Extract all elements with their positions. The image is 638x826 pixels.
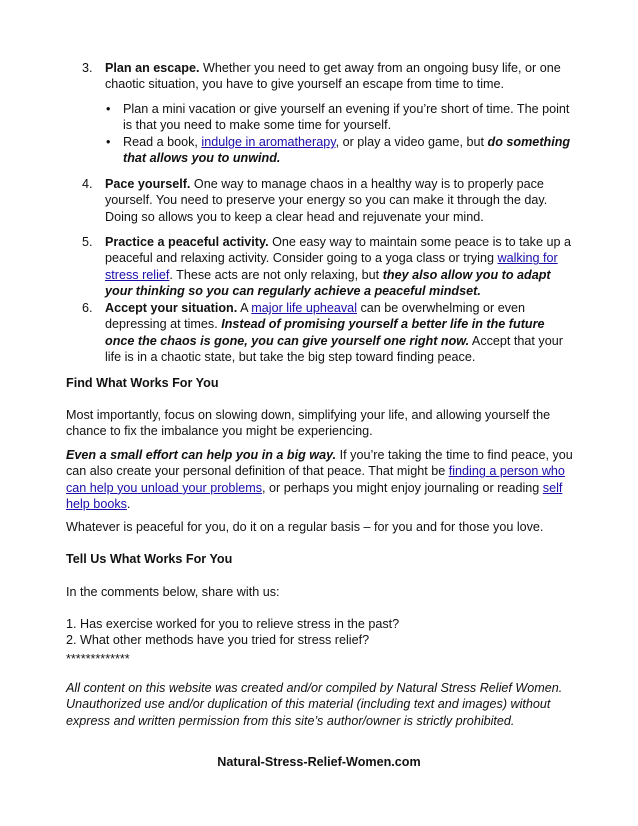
item-text: One easy way to maintain some peace is to take up a peaceful and relaxing activity. Consider going to a yoga class or trying (105, 235, 571, 266)
item-number: 3. (82, 61, 93, 75)
bullet-item (106, 101, 576, 134)
bullet-item (106, 134, 576, 167)
walking-stress-relief-link[interactable]: walking for stress relief (105, 251, 558, 282)
item-text: One way to manage chaos in a healthy way is to properly pace yourself. You need to preserve your energy so you can make it through the day. Doing so allows you to keep a clear head and rejuvenate your mind. (105, 177, 548, 224)
paragraph-emphasis: Even a small effort can help you in a big way. (66, 448, 337, 462)
item-text: Accept that your life is in a chaotic state, but take the big step toward finding peace. (105, 333, 563, 365)
find-person-link[interactable]: finding a person who can help you unload your problems (66, 464, 565, 495)
item-title: Accept your situation. (105, 301, 238, 315)
item-title: Pace yourself. (105, 177, 191, 191)
bullet-icon: • (106, 102, 111, 116)
list-item-plan-escape (82, 60, 572, 93)
item-title: Plan an escape. (105, 61, 200, 75)
paragraph: Most importantly, focus on slowing down, simplifying your life, and allowing yourself the chance to fix the imbalance you might be experiencing. (66, 408, 551, 439)
paragraph-text: . (126, 497, 131, 512)
item-text: . These acts are not only relaxing, but (169, 267, 383, 282)
item-number: 4. (82, 177, 93, 191)
item-text: can be overwhelming or even depressing at times. (105, 301, 526, 332)
section-heading-tell: Tell Us What Works For You (66, 552, 233, 566)
item-text: A (237, 301, 252, 315)
paragraph: In the comments below, share with us: (66, 585, 280, 599)
bullet-text: Read a book, (123, 135, 202, 149)
item-emphasis: Instead of promising yourself a better life in the future once the chaos is gone, you can give yourself one right now. (105, 317, 545, 348)
aromatherapy-link[interactable]: indulge in aromatherapy (201, 135, 336, 149)
question-1: 1. Has exercise worked for you to relieve stress in the past? (66, 617, 400, 631)
footer-site-name: Natural-Stress-Relief-Women.com (217, 755, 421, 769)
self-help-books-link[interactable]: self help books (66, 480, 563, 512)
list-item-peaceful-activity (82, 234, 572, 300)
item-text: Whether you need to get away from an ongoing busy life, or one chaotic situation, you have to give yourself an escape from time to time. (105, 61, 561, 92)
paragraph-text: If you’re taking the time to find peace, you can also create your personal definition of that peace. That might be (66, 448, 573, 479)
disclaimer: All content on this website was created and/or compiled by Natural Stress Relief Women. Unauthorized use and/or duplication of this material (including text and images) without express and written permission from this site’s author/owner is strictly prohibited. (66, 681, 563, 728)
question-2: 2. What other methods have you tried for stress relief? (66, 633, 370, 647)
list-item-pace-yourself (82, 176, 572, 225)
item-number: 6. (82, 301, 93, 315)
paragraph-text: , or perhaps you might enjoy journaling or reading (262, 480, 543, 495)
section-heading-find: Find What Works For You (66, 376, 219, 390)
paragraph: Whatever is peaceful for you, do it on a regular basis – for you and for those you love. (66, 520, 544, 534)
bullet-icon: • (106, 135, 111, 149)
bullet-emphasis: do something that allows you to unwind. (123, 135, 571, 166)
item-number: 5. (82, 235, 93, 249)
bullet-text: Plan a mini vacation or give yourself an evening if you’re short of time. The point is that you need to make some time for yourself. (123, 102, 570, 133)
paragraph (66, 447, 576, 513)
separator-stars: ************* (66, 652, 130, 666)
item-emphasis: they also allow you to adapt your thinking so you can regularly achieve a peaceful mindset. (105, 267, 551, 299)
item-title: Practice a peaceful activity. (105, 235, 269, 249)
list-item-accept-situation (82, 300, 572, 366)
bullet-text: , or play a video game, but (335, 135, 488, 149)
life-upheaval-link[interactable]: major life upheaval (251, 301, 357, 315)
